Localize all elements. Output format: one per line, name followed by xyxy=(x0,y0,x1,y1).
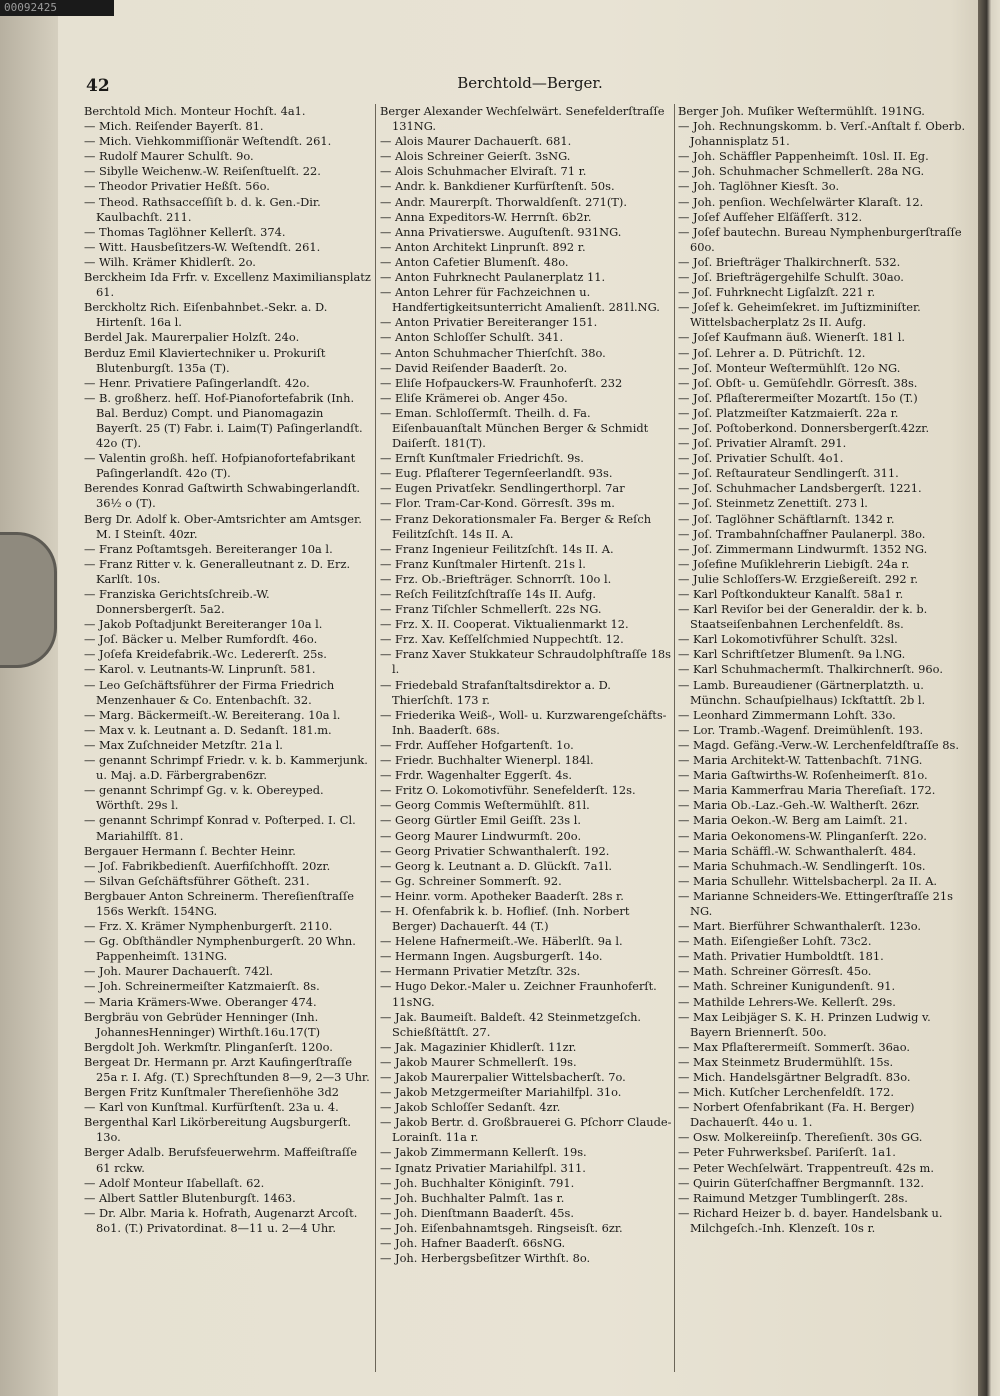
directory-entry: — Joſ. Schuhmacher Landsbergerſt. 1221. xyxy=(678,481,922,496)
directory-entry: — Albert Sattler Blutenburgſt. 1463. xyxy=(84,1190,296,1205)
directory-entry: — Valentin großh. heſſ. Hofpianofortefabrikant Paſingerlandſt. 42o (T). xyxy=(84,451,356,481)
directory-entry: Bergdolt Joh. Werkmſtr. Plinganſerſt. 120o. xyxy=(84,1039,333,1054)
directory-entry: — Joh. Hafner Baaderſt. 66sNG. xyxy=(380,1236,566,1251)
directory-entry: — Karl Poſtkondukteur Kanalſt. 58a1 r. xyxy=(678,587,904,601)
directory-entry: — Karl Schuhmachermſt. Thalkirchnerſt. 96o. xyxy=(678,662,943,677)
directory-entry: — Raimund Metzger Tumblingerſt. 28s. xyxy=(678,1190,908,1205)
directory-entry: — Joſ. Fuhrknecht Ligſalzſt. 221 r. xyxy=(678,285,876,300)
directory-entry: — Joſef Aufſeher Elſäſſerſt. 312. xyxy=(678,209,863,224)
directory-entry: — Joſ. Briefträgergehilfe Schulſt. 30ao. xyxy=(678,270,904,285)
directory-entry: — Hermann Ingen. Augsburgerſt. 14o. xyxy=(380,949,603,964)
directory-entry: — Mart. Bierführer Schwanthalerſt. 123o. xyxy=(678,919,922,934)
directory-entry: — Joſ. Pflaſterermeiſter Mozartſt. 15o (T.) xyxy=(678,390,918,405)
directory-entry: — Marg. Bäckermeiſt.-W. Bereiterang. 10a l. xyxy=(84,707,341,722)
directory-entry: Berdel Jak. Maurerpalier Holzſt. 24o. xyxy=(84,330,300,345)
directory-entry: — Maria Oekonomens-W. Plinganſerſt. 22o. xyxy=(678,828,927,843)
directory-entry: — Maria Schuhmach.-W. Sendlingerſt. 10s. xyxy=(678,858,926,873)
directory-entry: — genannt Schrimpf Gg. v. k. Obereyped. Wörthſt. 29s l. xyxy=(84,783,324,813)
directory-entry: — Joſ. Lehrer a. D. Pütrichſt. 12. xyxy=(678,345,866,360)
directory-entry: — Georg k. Leutnant a. D. Glückſt. 7a1l. xyxy=(380,858,613,873)
directory-entry: — Jakob Bertr. d. Großbrauerei G. Pſchorr Claude-Lorainſt. 11a r. xyxy=(380,1115,672,1145)
directory-entry: — Maria Gaſtwirths-W. Roſenheimerſt. 81o. xyxy=(678,768,928,783)
directory-entry: — Maria Oekon.-W. Berg am Laimſt. 21. xyxy=(678,813,908,828)
directory-entry: — Joſ. Obſt- u. Gemüſehdlr. Görresſt. 38s. xyxy=(678,375,918,390)
directory-entry: — Anton Architekt Linprunſt. 892 r. xyxy=(380,239,586,254)
directory-entry: — Franz Ingenieur Feilitzſchſt. 14s II. A. xyxy=(380,541,614,556)
directory-entry: — Joſ. Poſtoberkond. Donnersbergerſt.42zr. xyxy=(678,420,930,435)
directory-entry: — Math. Privatier Humboldtſt. 181. xyxy=(678,949,884,964)
directory-entry: — Joſ. Trambahnſchaffner Paulanerpl. 38o. xyxy=(678,526,926,541)
directory-entry: — Norbert Ofenfabrikant (Fa. H. Berger) Dachauerſt. 44o u. 1. xyxy=(678,1100,915,1130)
directory-entry: — Theodor Privatier Heßſt. 56o. xyxy=(84,179,270,194)
directory-entry: — Frz. X. II. Cooperat. Viktualienmarkt 12. xyxy=(380,617,629,632)
directory-entry: Bergeat Dr. Hermann pr. Arzt Kaufingerſtraſſe 25a r. I. Afg. (T.) Sprechſtunden 8—9, 2—3 Uhr. xyxy=(84,1054,370,1084)
directory-entry: — Joſ. Zimmermann Lindwurmſt. 1352 NG. xyxy=(678,541,928,556)
directory-entry: — Anna Expeditors-W. Herrnſt. 6b2r. xyxy=(380,209,592,224)
directory-entry: — Flor. Tram-Car-Kond. Görresſt. 39s m. xyxy=(380,496,615,511)
directory-entry: — Andr. Maurerpſt. Thorwaldſenſt. 271(T). xyxy=(380,194,627,209)
directory-entry: — Karol. v. Leutnants-W. Linprunſt. 581. xyxy=(84,662,316,677)
directory-entry: — Karl von Kunſtmal. Kurfürſtenſt. 23a u. 4. xyxy=(84,1100,339,1115)
directory-entry: — Jakob Metzgermeiſter Mariahilfpl. 31o. xyxy=(380,1085,622,1100)
directory-entry: — Eman. Schloſſermſt. Theilh. d. Fa. Eiſenbauanſtalt München Berger & Schmidt Daiſerſt. 181(T). xyxy=(380,405,649,451)
directory-entry: — Jak. Magazinier Khidlerſt. 11zr. xyxy=(380,1039,577,1054)
directory-entry: — Joſefa Kreidefabrik.-Wc. Ledererſt. 25s. xyxy=(84,647,327,662)
directory-entry: — Lamb. Bureaudiener (Gärtnerplatzth. u. Münchn. Schauſpielhaus) Ickſtattſt. 2b l. xyxy=(678,677,926,707)
directory-entry: — Adolf Monteur Iſabellaſt. 62. xyxy=(84,1175,265,1190)
directory-entry: — Anton Lehrer für Fachzeichnen u. Handfertigkeitsunterricht Amalienſt. 281l.NG. xyxy=(380,285,660,315)
directory-entry: — Theod. Rathsacceſſiſt b. d. k. Gen.-Dir. Kaulbachſt. 211. xyxy=(84,194,321,224)
directory-entry: — Frz. X. Krämer Nymphenburgerſt. 2110. xyxy=(84,919,333,934)
directory-entry: — Mich. Viehkommiſſionär Weſtendſt. 261. xyxy=(84,134,332,149)
directory-entry: — Joſef Kaufmann äuß. Wienerſt. 181 l. xyxy=(678,330,906,345)
directory-entry: — Joſ. Reſtaurateur Sendlingerſt. 311. xyxy=(678,466,899,481)
directory-entry: — Georg Gürtler Emil Geiſſt. 23s l. xyxy=(380,813,581,828)
directory-entry: — Friederika Weiß-, Woll- u. Kurzwarengeſchäfts-Inh. Baaderſt. 68s. xyxy=(380,707,667,737)
directory-entry: — Jakob Schloſſer Sedanſt. 4zr. xyxy=(380,1100,561,1115)
directory-entry: Berg Dr. Adolf k. Ober-Amtsrichter am Amtsger. M. I Steinſt. 40zr. xyxy=(84,511,362,541)
directory-entry: — Ernſt Kunſtmaler Friedrichſt. 9s. xyxy=(380,451,584,466)
directory-entry: — Sibylle Weichenw.-W. Reiſenſtuelſt. 22. xyxy=(84,164,321,179)
directory-entry: — Franz Poſtamtsgeh. Bereiteranger 10a l. xyxy=(84,541,333,556)
directory-entry: — Anna Privatierswe. Auguſtenſt. 931NG. xyxy=(380,224,622,239)
directory-entry: — Franziska Gerichtsſchreib.-W. Donnersbergerſt. 5a2. xyxy=(84,587,270,617)
directory-entry: — Maria Krämers-Wwe. Oberanger 474. xyxy=(84,994,317,1009)
directory-entry: — Fritz O. Lokomotivführ. Senefelderſt. 12s. xyxy=(380,783,636,798)
directory-entry: — Wilh. Krämer Khidlerſt. 2o. xyxy=(84,254,256,269)
directory-entry: — Joh. Eiſenbahnamtsgeh. Ringseisſt. 6zr. xyxy=(380,1220,623,1235)
directory-entry: — Anton Fuhrknecht Paulanerplatz 11. xyxy=(380,270,606,285)
directory-column-1 xyxy=(84,104,372,1376)
directory-entry: — Ignatz Privatier Mariahilfpl. 311. xyxy=(380,1160,586,1175)
directory-entry: — Math. Schreiner Kunigundenſt. 91. xyxy=(678,979,896,994)
directory-entry: Bergenthal Karl Likörbereitung Augsburgerſt. 13o. xyxy=(84,1115,352,1145)
directory-entry: — Joh. Buchhalter Königinſt. 791. xyxy=(380,1175,575,1190)
directory-entry: — Magd. Gefäng.-Verw.-W. Lerchenfeldſtraſſe 8s. xyxy=(678,737,959,752)
directory-entry: — Anton Schuhmacher Thierſchſt. 38o. xyxy=(380,345,606,360)
directory-entry: — David Reiſender Baaderſt. 2o. xyxy=(380,360,568,375)
directory-entry: — Hermann Privatier Metzſtr. 32s. xyxy=(380,964,581,979)
directory-entry: — Maria Ob.-Laz.-Geh.-W. Waltherſt. 26zr. xyxy=(678,798,920,813)
directory-entry: — Joſ. Fabrikbedienſt. Auerfiſchhofſt. 20zr. xyxy=(84,858,331,873)
directory-entry: — Eugen Privatſekr. Sendlingerthorpl. 7ar xyxy=(380,481,625,496)
directory-entry: — Georg Maurer Lindwurmſt. 20o. xyxy=(380,828,582,843)
directory-entry: — Joſ. Taglöhner Schäftlarnſt. 1342 r. xyxy=(678,511,895,526)
directory-entry: — Mathilde Lehrers-We. Kellerſt. 29s. xyxy=(678,994,896,1009)
directory-entry: — Maria Schäffl.-W. Schwanthalerſt. 484. xyxy=(678,843,917,858)
directory-entry: — Franz Dekorationsmaler Fa. Berger & Reſch Feilitzſchſt. 14s II. A. xyxy=(380,511,652,541)
directory-entry: — H. Ofenfabrik k. b. Hoflief. (Inh. Norbert Berger) Dachauerſt. 44 (T.) xyxy=(380,903,630,934)
directory-entry: — Peter Fuhrwerksbeſ. Pariſerſt. 1a1. xyxy=(678,1145,896,1160)
directory-entry: — Joſ. Steinmetz Zenettiſt. 273 l. xyxy=(678,496,868,511)
directory-entry: — Jakob Zimmermann Kellerſt. 19s. xyxy=(380,1145,587,1160)
directory-entry: — Joh. Buchhalter Palmſt. 1as r. xyxy=(380,1190,565,1205)
directory-entry: — Gg. Obſthändler Nymphenburgerſt. 20 Whn. Pappenheimſt. 131NG. xyxy=(84,934,356,964)
directory-entry: — Jak. Baumeiſt. Baldeſt. 42 Steinmetzgeſch. Schießſtättſt. 27. xyxy=(380,1009,642,1039)
directory-entry: — Joh. Schuhmacher Schmellerſt. 28a NG. xyxy=(678,164,925,179)
directory-entry: — Eliſe Krämerei ob. Anger 45o. xyxy=(380,390,568,405)
directory-entry: — Joſ. Briefträger Thalkirchnerſt. 532. xyxy=(678,254,901,269)
directory-entry: — Mich. Reiſender Bayerſt. 81. xyxy=(84,119,264,134)
directory-entry: — Maria Schullehr. Wittelsbacherpl. 2a II. A. xyxy=(678,873,938,888)
directory-entry: — Maria Architekt-W. Tattenbachſt. 71NG. xyxy=(678,753,923,768)
directory-entry: — Joſ. Privatier Schulſt. 4o1. xyxy=(678,451,844,466)
directory-entry: — Joſ. Privatier Alramſt. 291. xyxy=(678,436,847,451)
column-divider xyxy=(674,104,675,1372)
directory-entry: Bergen Fritz Kunſtmaler Thereſienhöhe 3d2 xyxy=(84,1085,339,1100)
directory-entry: — Max Steinmetz Brudermühlſt. 15s. xyxy=(678,1054,894,1069)
directory-entry: — Franz Tiſchler Schmellerſt. 22s NG. xyxy=(380,602,602,617)
directory-entry: — Silvan Geſchäftsführer Götheſt. 231. xyxy=(84,873,310,888)
directory-entry: — Frdr. Wagenhalter Eggerſt. 4s. xyxy=(380,768,572,783)
directory-entry: — Gg. Schreiner Sommerſt. 92. xyxy=(380,873,562,888)
directory-entry: — genannt Schrimpf Konrad v. Poſterped. I. Cl. Mariahilfſt. 81. xyxy=(84,813,356,843)
directory-entry: Berger Alexander Wechſelwärt. Senefelderſtraſſe 131NG. xyxy=(380,104,665,134)
directory-entry: — Joſ. Platzmeiſter Katzmaierſt. 22a r. xyxy=(678,405,899,420)
directory-entry: — Joh. Taglöhner Kiesſt. 3o. xyxy=(678,179,840,194)
directory-column-2 xyxy=(380,104,672,1376)
scan-id: 00092425 xyxy=(0,0,114,16)
directory-column-3 xyxy=(678,104,966,1376)
running-head: Berchtold—Berger. xyxy=(457,74,603,92)
directory-entry: — Leonhard Zimmermann Lohſt. 33o. xyxy=(678,707,896,722)
directory-entry: — Maria Kammerfrau Maria Thereſiaſt. 172. xyxy=(678,783,936,798)
directory-entry: — genannt Schrimpf Friedr. v. k. b. Kammerjunk. u. Maj. a.D. Färbergraben6zr. xyxy=(84,753,368,783)
directory-entry: — Karl Schriftſetzer Blumenſt. 9a l.NG. xyxy=(678,647,906,662)
directory-entry: — Eug. Pflaſterer Tegernſeerlandſt. 93s. xyxy=(380,466,613,481)
directory-entry: — Joſef k. Geheimſekret. im Juſtizminiſter. Wittelsbacherplatz 2s II. Aufg. xyxy=(678,300,921,330)
directory-entry: — Math. Schreiner Görresſt. 45o. xyxy=(678,964,872,979)
directory-entry: — Joſ. Bäcker u. Melber Rumfordſt. 46o. xyxy=(84,632,318,647)
directory-entry: — Math. Eiſengießer Lohſt. 73c2. xyxy=(678,934,872,949)
directory-entry: Berchtold Mich. Monteur Hochſt. 4a1. xyxy=(84,104,306,118)
directory-entry: — Mich. Handelsgärtner Belgradſt. 83o. xyxy=(678,1070,911,1084)
directory-entry: — Joſ. Monteur Weſtermühlſt. 12o NG. xyxy=(678,360,901,375)
directory-entry: — Max Pflaſterermeiſt. Sommerſt. 36ao. xyxy=(678,1039,910,1054)
directory-entry: — Georg Privatier Schwanthalerſt. 192. xyxy=(380,843,610,858)
directory-entry: — Jakob Maurerpalier Wittelsbacherſt. 7o. xyxy=(380,1070,626,1084)
directory-entry: — Joh. Rechnungskomm. b. Verſ.-Anſtalt f. Oberb. Johannisplatz 51. xyxy=(678,119,966,149)
directory-entry: — Jakob Poſtadjunkt Bereiteranger 10a l. xyxy=(84,617,323,632)
directory-entry: — Rudolf Maurer Schulſt. 9o. xyxy=(84,149,254,164)
directory-entry: — Lor. Tramb.-Wagenf. Dreimühlenſt. 193. xyxy=(678,722,924,737)
directory-entry: — Dr. Albr. Maria k. Hofrath, Augenarzt Arcoſt. 8o1. (T.) Privatordinat. 8—11 u. 2—4 Uhr. xyxy=(84,1205,358,1235)
directory-entry: — Frz. Xav. Keſſelſchmied Nuppechtſt. 12. xyxy=(380,632,624,647)
directory-entry: — Witt. Hausbeſitzers-W. Weſtendſt. 261. xyxy=(84,239,321,254)
next-page-edge xyxy=(978,0,1000,1396)
directory-entry: Bergauer Hermann ſ. Bechter Heinr. xyxy=(84,843,296,858)
directory-entry: — Richard Heizer b. d. bayer. Handelsbank u. Milchgeſch.-Inh. Klenzeſt. 10s r. xyxy=(678,1205,943,1235)
directory-entry: — Helene Hafnermeiſt.-We. Häberlſt. 9a l. xyxy=(380,934,623,949)
directory-entry: — Franz Kunſtmaler Hirtenſt. 21s l. xyxy=(380,556,586,571)
page-number: 42 xyxy=(86,76,110,96)
directory-entry: — Joh. penſion. Wechſelwärter Klaraſt. 12. xyxy=(678,194,924,209)
directory-entry: — Max v. k. Leutnant a. D. Sedanſt. 181.m. xyxy=(84,722,332,737)
directory-entry: — Max Leibjäger S. K. H. Prinzen Ludwig v. Bayern Briennerſt. 50o. xyxy=(678,1009,931,1039)
directory-entry: — Frdr. Aufſeher Hofgartenſt. 1o. xyxy=(380,737,574,752)
directory-entry: — Franz Ritter v. k. Generalleutnant z. D. Erz. Karlſt. 10s. xyxy=(84,556,351,586)
directory-entry: — Thomas Taglöhner Kellerſt. 374. xyxy=(84,224,286,239)
directory-entry: — Eliſe Hofpauckers-W. Fraunhoferſt. 232 xyxy=(380,375,623,390)
directory-entry: — Joh. Schreinermeiſter Katzmaierſt. 8s. xyxy=(84,979,320,994)
directory-entry: Berckholtz Rich. Eiſenbahnbet.-Sekr. a. D. Hirtenſt. 16a l. xyxy=(84,300,328,330)
directory-entry: Berger Joh. Muſiker Weſtermühlſt. 191NG. xyxy=(678,104,925,118)
binding-clip xyxy=(0,532,57,668)
directory-entry: — Friedebald Strafanſtaltsdirektor a. D. Thierſchſt. 173 r. xyxy=(380,677,611,707)
directory-entry: — Karl Reviſor bei der Generaldir. der k. b. Staatseiſenbahnen Lerchenfeldſt. 8s. xyxy=(678,602,928,632)
directory-entry: — Joſef bautechn. Bureau Nymphenburgerſtraſſe 60o. xyxy=(678,224,962,254)
directory-entry: — Joh. Dienſtmann Baaderſt. 45s. xyxy=(380,1205,574,1220)
directory-entry: — Peter Wechſelwärt. Trappentreuſt. 42s m. xyxy=(678,1160,934,1175)
directory-entry: — Alois Schreiner Geierſt. 3sNG. xyxy=(380,149,571,164)
column-divider xyxy=(375,104,376,1372)
directory-entry: — Jakob Maurer Schmellerſt. 19s. xyxy=(380,1054,577,1069)
directory-entry: — Henr. Privatiere Paſingerlandſt. 42o. xyxy=(84,375,310,390)
directory-entry: Berduz Emil Klaviertechniker u. Prokuriſt Blutenburgſt. 135a (T). xyxy=(84,345,326,375)
directory-entry: Berendes Konrad Gaſtwirth Schwabingerlandſt. 36½ o (T). xyxy=(84,481,361,511)
directory-entry: — Karl Lokomotivführer Schulſt. 32sl. xyxy=(678,632,898,647)
directory-entry: — Anton Cafetier Blumenſt. 48o. xyxy=(380,254,569,269)
directory-entry: — Joh. Schäffler Pappenheimſt. 10sl. II. Eg. xyxy=(678,149,929,164)
directory-entry: — Osw. Molkereiinſp. Thereſienſt. 30s GG. xyxy=(678,1130,923,1145)
directory-entry: — Georg Commis Weſtermühlſt. 81l. xyxy=(380,798,590,813)
directory-entry: — Frz. Ob.-Briefträger. Schnorrſt. 10o l. xyxy=(380,571,612,586)
directory-entry: — Joh. Maurer Dachauerſt. 742l. xyxy=(84,964,274,979)
directory-entry: Bergbauer Anton Schreinerm. Thereſienſtraſſe 156s Werkſt. 154NG. xyxy=(84,888,354,918)
directory-entry: — Reſch Feilitzſchſtraſſe 14s II. Aufg. xyxy=(380,587,597,601)
directory-entry: Berger Adalb. Berufsfeuerwehrm. Maffeiſtraſſe 61 rckw. xyxy=(84,1145,358,1175)
directory-entry: — Max Zuſchneider Metzſtr. 21a l. xyxy=(84,737,283,752)
directory-entry: — Franz Xaver Stukkateur Schraudolphſtraſſe 18s l. xyxy=(380,647,671,677)
directory-entry: — Joh. Herbergsbeſitzer Wirthſt. 8o. xyxy=(380,1251,591,1266)
directory-entry: — Leo Geſchäftsführer der Firma Friedrich Menzenhauer & Co. Entenbachſt. 32. xyxy=(84,677,335,707)
directory-entry: — B. großherz. heſſ. Hof-Pianofortefabrik (Inh. Bal. Berduz) Compt. und Pianomagazin Bayerſt. 25 (T) Fabr. i. Laim(T) Paſingerlandſt. 42o (T). xyxy=(84,390,363,451)
directory-entry: — Heinr. vorm. Apotheker Baaderſt. 28s r. xyxy=(380,888,624,903)
directory-entry: — Alois Schuhmacher Elviraſt. 71 r. xyxy=(380,164,587,179)
directory-entry: — Anton Privatier Bereiteranger 151. xyxy=(380,315,598,330)
directory-entry: Berckheim Ida Frfr. v. Excellenz Maximiliansplatz 61. xyxy=(84,270,371,300)
directory-entry: — Joſefine Muſiklehrerin Liebigſt. 24a r. xyxy=(678,556,910,571)
directory-entry: — Anton Schloſſer Schulſt. 341. xyxy=(380,330,564,345)
directory-entry: Bergbräu von Gebrüder Henninger (Inh. JohannesHenninger) Wirthſt.16u.17(T) xyxy=(84,1009,321,1039)
directory-entry: — Hugo Dekor.-Maler u. Zeichner Fraunhoferſt. 11sNG. xyxy=(380,979,657,1009)
directory-entry: — Alois Maurer Dachauerſt. 681. xyxy=(380,134,572,149)
directory-entry: — Mich. Kutſcher Lerchenfeldſt. 172. xyxy=(678,1085,895,1100)
directory-entry: — Marianne Schneiders-We. Ettingerſtraſſe 21s NG. xyxy=(678,888,954,918)
book-binding xyxy=(0,0,58,1396)
directory-entry: — Andr. k. Bankdiener Kurfürſtenſt. 50s. xyxy=(380,179,615,194)
directory-entry: — Friedr. Buchhalter Wienerpl. 184l. xyxy=(380,753,594,768)
directory-entry: — Quirin Güterſchaffner Bergmannſt. 132. xyxy=(678,1175,925,1190)
directory-entry: — Julie Schloſſers-W. Erzgießereiſt. 292 r. xyxy=(678,571,919,586)
